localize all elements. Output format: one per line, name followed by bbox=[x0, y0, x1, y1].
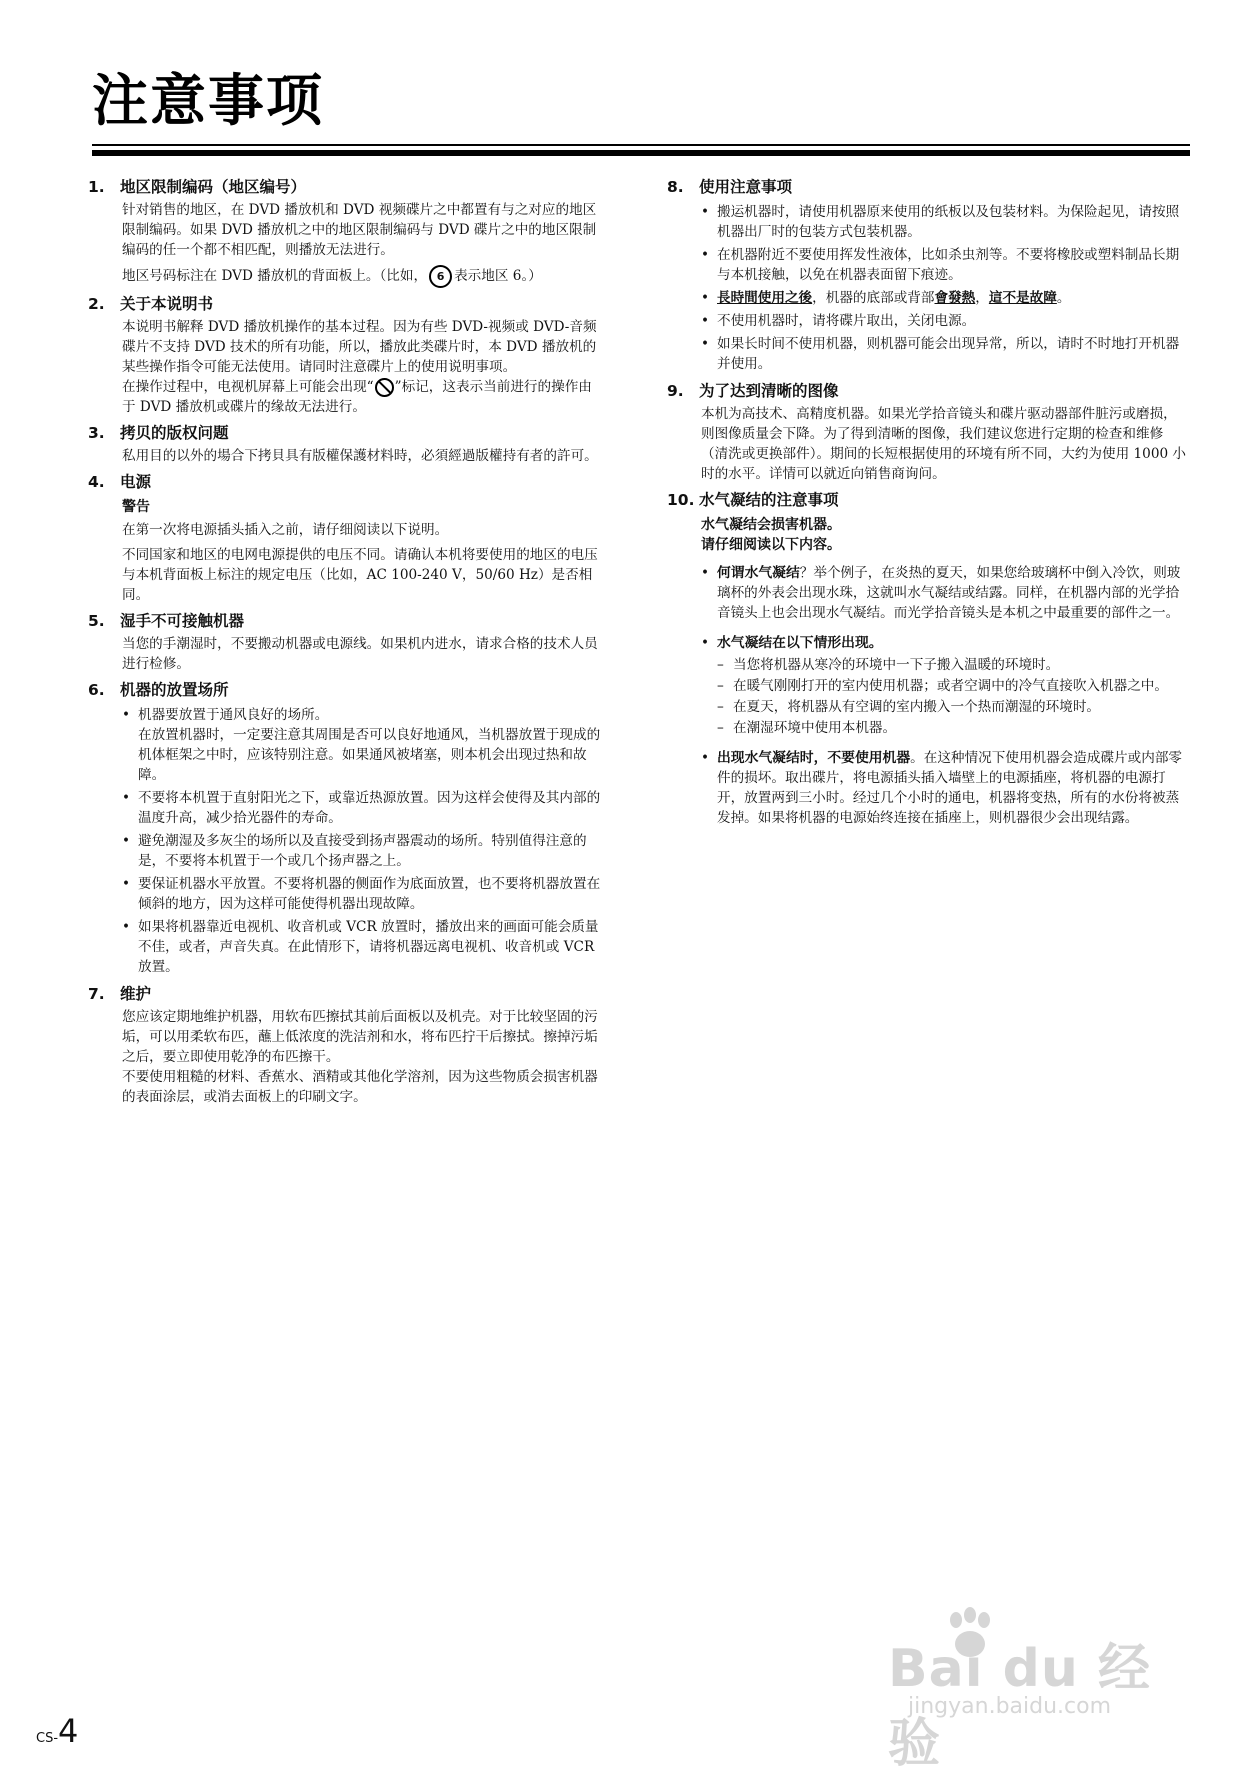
section-number: 8. bbox=[667, 178, 684, 196]
page-title: 注意事项 bbox=[92, 69, 324, 134]
paragraph: 针对销售的地区，在 DVD 播放机和 DVD 视频碟片之中都置有与之对应的地区限制编码。如果 DVD 播放机之中的地区限制编码与 DVD 碟片之中的地区限制编码的任一个都不相匹配，则播放无法进行。 bbox=[122, 202, 597, 258]
section-heading bbox=[88, 422, 602, 445]
underlined-text: 會發熱 bbox=[934, 290, 976, 306]
list-item bbox=[701, 288, 1190, 308]
title-rule-thin bbox=[92, 144, 1190, 146]
page-number: 4 bbox=[58, 1712, 79, 1750]
section-copyright bbox=[88, 422, 602, 466]
text: 机器要放置于通风良好的场所。 bbox=[138, 707, 329, 723]
region-6-icon: 6 bbox=[429, 265, 452, 288]
list-item bbox=[701, 748, 1190, 828]
text: 。 bbox=[1056, 290, 1071, 306]
bold-lead: 水气凝结在以下情形出现。 bbox=[717, 635, 883, 651]
section-clear-image bbox=[667, 380, 1190, 484]
list-item: • 避免潮湿及多灰尘的场所以及直接受到扬声器震动的场所。特别值得注意的是，不要将本机置于一个或几个扬声器之上。 bbox=[122, 831, 602, 871]
underlined-text: 這不是故障 bbox=[988, 290, 1057, 306]
section-title: 维护 bbox=[120, 985, 152, 1003]
left-column bbox=[88, 176, 602, 1112]
paragraph: 在第一次将电源插头插入之前，请仔细阅读以下说明。 bbox=[122, 522, 449, 538]
section-number: 4. bbox=[88, 473, 105, 491]
paragraph: 私用目的以外的場合下拷貝具有版權保護材料時，必須經過版權持有者的許可。 bbox=[122, 448, 598, 464]
list-item: • 如果将机器靠近电视机、收音机或 VCR 放置时，播放出来的画面可能会质量不佳，或者，声音失真。在此情形下，请将机器远离电视机、收音机或 VCR 放置。 bbox=[122, 917, 602, 977]
bullet-list bbox=[701, 202, 1190, 374]
bullet-list bbox=[701, 563, 1190, 828]
dash-list bbox=[717, 655, 1190, 738]
section-title: 使用注意事项 bbox=[699, 178, 793, 196]
section-heading bbox=[667, 489, 1190, 512]
watermark bbox=[888, 1606, 1188, 1774]
section-heading bbox=[88, 679, 602, 702]
title-rule-thick bbox=[92, 150, 1190, 156]
section-heading bbox=[88, 983, 602, 1006]
section-title: 水气凝结的注意事项 bbox=[699, 491, 839, 509]
bold-lead: 出现水气凝结时，不要使用机器 bbox=[717, 750, 911, 766]
paragraph: 不同国家和地区的电网电源提供的电压不同。请确认本机将要使用的地区的电压与本机背面板上标注的规定电压（比如，AC 100-240 V，50/60 Hz）是否相同。 bbox=[122, 547, 598, 603]
list-item bbox=[701, 633, 1190, 738]
section-wet-hands bbox=[88, 610, 602, 674]
section-heading bbox=[667, 380, 1190, 403]
section-number: 5. bbox=[88, 612, 105, 630]
section-region-code bbox=[88, 176, 602, 288]
section-number: 3. bbox=[88, 424, 105, 442]
section-number: 9. bbox=[667, 382, 684, 400]
section-heading bbox=[88, 471, 602, 494]
right-column bbox=[667, 176, 1190, 838]
list-item: • 在机器附近不要使用挥发性液体，比如杀虫剂等。不要将橡胶或塑料制品长期与本机接触，以免在机器表面留下痕迹。 bbox=[701, 245, 1190, 285]
section-title: 关于本说明书 bbox=[120, 295, 214, 313]
page-prefix: CS- bbox=[36, 1731, 59, 1746]
paragraph bbox=[122, 265, 602, 288]
section-condensation bbox=[667, 489, 1190, 828]
list-item: • 不使用机器时，请将碟片取出，关闭电源。 bbox=[701, 311, 1190, 331]
section-title: 拷贝的版权问题 bbox=[120, 424, 229, 442]
paragraph: 您应该定期地维护机器，用软布匹擦拭其前后面板以及机壳。对于比较坚固的污垢，可以用柔软布匹，蘸上低浓度的洗洁剂和水，将布匹拧干后擦拭。擦掉污垢之后，要立即使用乾净的布匹擦干。 bbox=[122, 1009, 598, 1065]
list-item bbox=[701, 563, 1190, 623]
section-power bbox=[88, 471, 602, 605]
dash-item: – 在暖气刚刚打开的室内使用机器；或者空调中的冷气直接吹入机器之中。 bbox=[717, 676, 1190, 696]
warning-heading: 警告 bbox=[122, 499, 150, 515]
section-title: 机器的放置场所 bbox=[120, 681, 229, 699]
list-item: • 要保证机器水平放置。不要将机器的侧面作为底面放置，也不要将机器放置在倾斜的地方，因为这样可能使得机器出现故障。 bbox=[122, 874, 602, 914]
section-number: 7. bbox=[88, 985, 105, 1003]
section-number: 2. bbox=[88, 295, 105, 313]
dash-item: – 当您将机器从寒冷的环境中一下子搬入温暖的环境时。 bbox=[717, 655, 1190, 675]
underlined-text: 長時間使用之後 bbox=[717, 290, 813, 306]
section-number: 6. bbox=[88, 681, 105, 699]
bold-lead: 何谓水气凝结 bbox=[717, 565, 800, 581]
text: ， bbox=[975, 290, 989, 306]
section-title: 电源 bbox=[120, 473, 152, 491]
list-item: • 不要将本机置于直射阳光之下，或靠近热源放置。因为这样会使得及其内部的温度升高，减少拾光器件的寿命。 bbox=[122, 788, 602, 828]
section-title: 湿手不可接触机器 bbox=[120, 612, 245, 630]
text: 。在这种情况下使用机器会造成碟片或内部零件的损坏。取出碟片，将电源插头插入墙壁上的电源插座，将机器的电源打开，放置两到三小时。经过几个小时的通电，机器将变热，所有的水份将被蒸发掉。如果将机器的电源始终连接在插座上，则机器很少会出现结露。 bbox=[717, 750, 1183, 826]
page-footer bbox=[36, 1712, 78, 1750]
section-placement bbox=[88, 679, 602, 977]
text: ，机器的底部或背部 bbox=[812, 290, 935, 306]
dash-item: – 在夏天，将机器从有空调的室内搬入一个热而潮湿的环境时。 bbox=[717, 697, 1190, 717]
section-usage-notes bbox=[667, 176, 1190, 374]
list-item bbox=[122, 705, 602, 785]
section-title: 为了达到清晰的图像 bbox=[699, 382, 839, 400]
section-heading bbox=[88, 293, 602, 316]
list-item: • 如果长时间不使用机器，则机器可能会出现异常，所以，请时不时地打开机器并使用。 bbox=[701, 334, 1190, 374]
section-maintenance bbox=[88, 983, 602, 1107]
condensation-warning: 水气凝结会损害机器。 bbox=[701, 517, 841, 533]
text: ？举个例子，在炎热的夏天，如果您给玻璃杯中倒入冷饮，则玻璃杯的外表会出现水珠，这就叫水气凝结或结露。同样，在机器内部的光学拾音镜头上也会出现水气凝结。而光学拾音镜头是本机之中最重要的部件之一。 bbox=[717, 565, 1181, 621]
watermark-brand: Bai du 经验 bbox=[888, 1639, 1151, 1774]
watermark-url: jingyan.baidu.com bbox=[908, 1694, 1112, 1719]
condensation-instruction: 请仔细阅读以下内容。 bbox=[701, 537, 841, 553]
paragraph: 当您的手潮湿时，不要搬动机器或电源线。如果机内进水，请求合格的技术人员进行检修。 bbox=[122, 636, 598, 672]
paragraph: 不要使用粗糙的材料、香蕉水、酒精或其他化学溶剂，因为这些物质会损害机器的表面涂层，或消去面板上的印刷文字。 bbox=[122, 1069, 598, 1105]
dash-item: – 在潮湿环境中使用本机器。 bbox=[717, 718, 1190, 738]
paragraph bbox=[122, 377, 602, 417]
text: ”标记，这表示当前进行的操作由于 DVD 播放机或碟片的缘故无法进行。 bbox=[122, 379, 592, 415]
prohibited-icon bbox=[375, 378, 394, 397]
text: 表示地区 6。） bbox=[454, 268, 542, 284]
section-heading bbox=[667, 176, 1190, 199]
text: 在放置机器时，一定要注意其周围是否可以良好地通风，当机器放置于现成的机体框架之中时，应该特别注意。如果通风被堵塞，则本机会出现过热和故障。 bbox=[138, 727, 601, 783]
bullet-list bbox=[122, 705, 602, 977]
list-item: • 搬运机器时，请使用机器原来使用的纸板以及包装材料。为保险起见，请按照机器出厂时的包装方式包装机器。 bbox=[701, 202, 1190, 242]
section-number: 10. bbox=[667, 491, 695, 509]
text: 在操作过程中，电视机屏幕上可能会出现“ bbox=[122, 379, 374, 395]
section-heading bbox=[88, 176, 602, 199]
section-heading bbox=[88, 610, 602, 633]
paragraph: 本说明书解释 DVD 播放机操作的基本过程。因为有些 DVD-视频或 DVD-音频碟片不支持 DVD 技术的所有功能，所以，播放此类碟片时，本 DVD 播放机的某些操作指令可能无法使用。请同时注意碟片上的使用说明事项。 bbox=[122, 319, 597, 375]
section-about-manual bbox=[88, 293, 602, 417]
section-number: 1. bbox=[88, 178, 105, 196]
text: 地区号码标注在 DVD 播放机的背面板上。（比如， bbox=[122, 268, 428, 284]
section-title: 地区限制编码（地区编号） bbox=[120, 178, 307, 196]
paragraph: 本机为高技术、高精度机器。如果光学拾音镜头和碟片驱动器部件脏污或磨损，则图像质量会下降。为了得到清晰的图像，我们建议您进行定期的检查和维修（清洗或更换部件）。期间的长短根据使用的环境有所不同，大约为使用 1000 小时的水平。详情可以就近向销售商询问。 bbox=[701, 406, 1187, 482]
